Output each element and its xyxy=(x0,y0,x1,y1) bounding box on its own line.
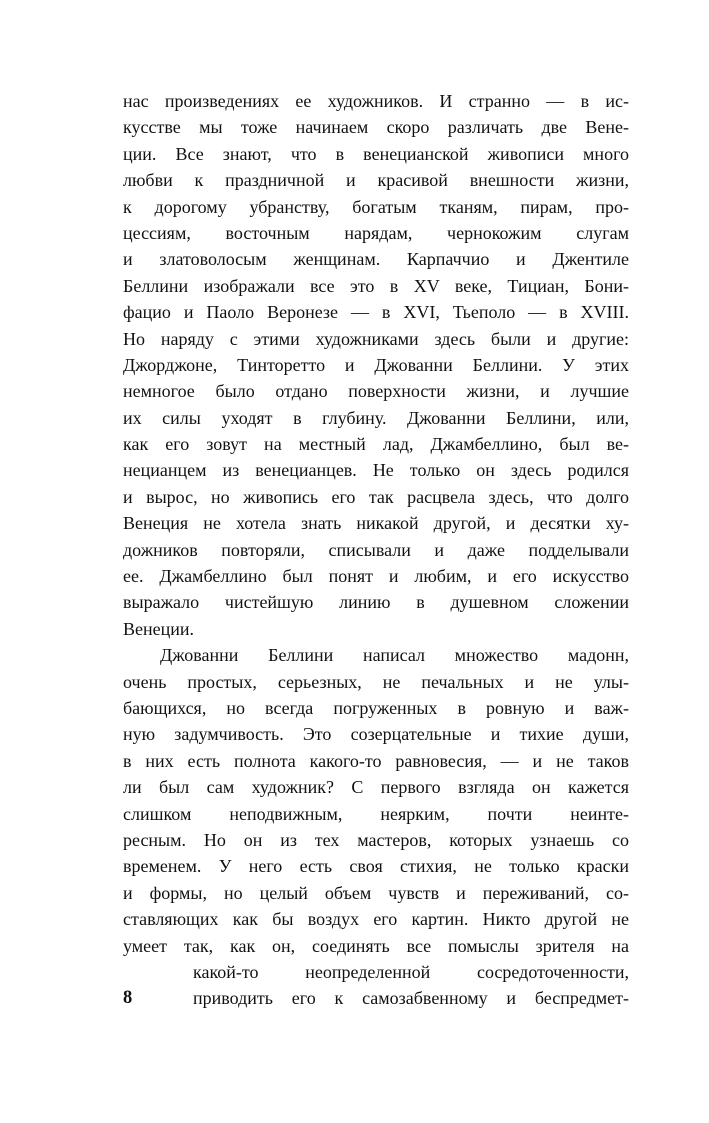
text-line: Венеция не хотела знать никакой другой, и десятки ху- xyxy=(123,513,629,534)
text-line: ее. Джамбеллино был понят и любим, и его искусство xyxy=(123,566,629,587)
text-line: их силы уходят в глубину. Джованни Беллини, или, xyxy=(123,407,629,428)
text-line: выражало чистейшую линию в душевном сложении xyxy=(123,592,629,613)
text-line: Венеции. xyxy=(123,618,195,639)
text-line: какой-то неопределенной сосредоточенности, xyxy=(193,961,629,982)
text-line: временем. У него есть своя стихия, не только краски xyxy=(123,856,629,877)
text-line: умеет так, как он, соединять все помыслы зрителя на xyxy=(123,935,629,956)
text-line: цессиям, восточным нарядам, чернокожим слугам xyxy=(123,222,629,243)
text-line: и златоволосым женщинам. Карпаччио и Джентиле xyxy=(123,249,629,270)
text-line: Джорджоне, Тинторетто и Джованни Беллини. У этих xyxy=(123,354,629,375)
text-line: нас произведениях ее художников. И странно — в ис- xyxy=(123,91,629,111)
text-line: ции. Все знают, что в венецианской живописи много xyxy=(123,143,629,164)
text-line: ную задумчивость. Это созерцательные и тихие души, xyxy=(123,724,629,745)
text-line: приводить его к самозабвенному и беспредмет- xyxy=(193,988,629,1009)
text-line: фацио и Паоло Веронезе — в XVI, Тьеполо — в XVIII. xyxy=(123,302,629,323)
text-line: ли был сам художник? С первого взгляда он кажется xyxy=(123,777,629,798)
text-line: бающихся, но всегда погруженных в ровную и важ- xyxy=(123,697,629,718)
text-line: Беллини изображали все это в XV веке, Тициан, Бони- xyxy=(123,275,629,296)
text-line: любви к праздничной и красивой внешности жизни, xyxy=(123,170,629,191)
text-line: и формы, но целый объем чувств и переживаний, со- xyxy=(123,882,629,903)
text-line: очень простых, серьезных, не печальных и не улы- xyxy=(123,671,629,692)
text-line: слишком неподвижным, неярким, почти неинте- xyxy=(123,803,629,824)
text-line: к дорогому убранству, богатым тканям, пирам, про- xyxy=(123,196,629,217)
text-line: Джованни Беллини написал множество мадонн, xyxy=(160,645,629,666)
text-line: кусстве мы тоже начинаем скоро различать две Вене- xyxy=(123,117,629,138)
text-line: ставляющих как бы воздух его картин. Никто другой не xyxy=(123,909,629,930)
text-line: в них есть полнота какого-то равновесия, — и не таков xyxy=(123,750,629,771)
text-line: дожников повторяли, списывали и даже подделывали xyxy=(123,539,629,560)
text-line: Но наряду с этими художниками здесь были и другие: xyxy=(123,328,629,349)
text-line: как его зовут на местный лад, Джамбеллино, был ве- xyxy=(123,434,629,455)
page-number: 8 xyxy=(123,988,133,1008)
text-column xyxy=(123,88,629,1012)
text-line: и вырос, но живопись его так расцвела здесь, что долго xyxy=(123,486,629,507)
text-line: ресным. Но он из тех мастеров, которых узнаешь со xyxy=(123,829,629,850)
text-line: нецианцем из венецианцев. Не только он здесь родился xyxy=(123,460,629,481)
text-line: немногое было отдано поверхности жизни, и лучшие xyxy=(123,381,629,402)
